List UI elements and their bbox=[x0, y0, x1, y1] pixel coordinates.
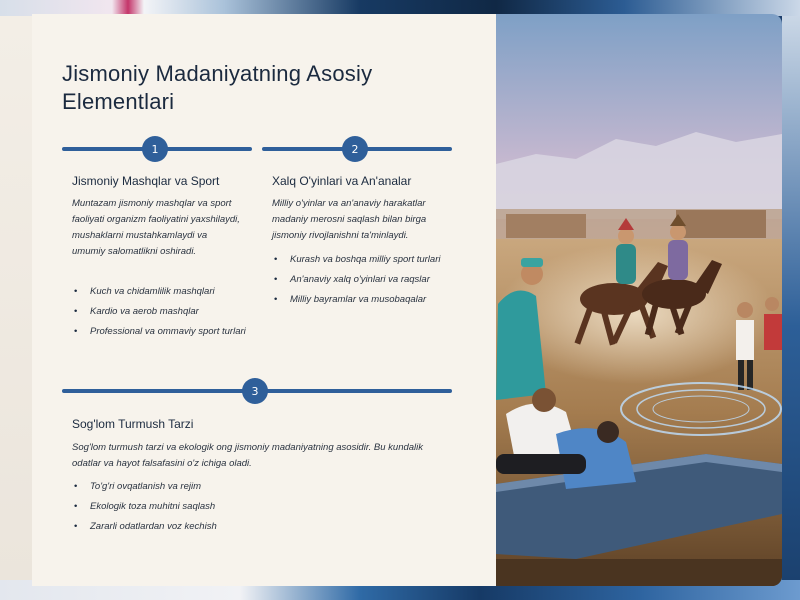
list-item: • An'anaviy xalq o'yinlari va raqslar bbox=[272, 272, 448, 288]
illustration-image bbox=[496, 14, 782, 586]
section-1-number-badge: 1 bbox=[142, 136, 168, 162]
section-2-number-badge: 2 bbox=[342, 136, 368, 162]
section-1-description: Muntazam jismoniy mashqlar va sport faoliyati organizm faoliyatini yaxshilaydi, mushaklarni mustahkamlaydi va umumiy salomatlikni oshiradi. bbox=[72, 198, 240, 257]
section-3-heading: Sog'lom Turmush Tarzi bbox=[72, 417, 194, 431]
list-item: • To'g'ri ovqatlanish va rejim bbox=[72, 479, 432, 495]
list-item: • Kurash va boshqa milliy sport turlari bbox=[272, 252, 448, 268]
section-1-heading: Jismoniy Mashqlar va Sport bbox=[72, 174, 220, 188]
list-item: • Professional va ommaviy sport turlari bbox=[72, 324, 250, 340]
sports-scene-illustration bbox=[496, 14, 782, 586]
section-2-description: Milliy o'yinlar va an'anaviy harakatlar madaniy merosni saqlash bilan birga jismoniy rivojlanishni ta'minlaydi. bbox=[272, 198, 427, 241]
section-2-list bbox=[272, 252, 448, 312]
list-item: • Ekologik toza muhitni saqlash bbox=[72, 499, 432, 515]
section-2-heading: Xalq O'yinlari va An'analar bbox=[272, 174, 412, 188]
background-right-strip bbox=[782, 16, 800, 580]
section-3-number-badge: 3 bbox=[242, 378, 268, 404]
section-1-list bbox=[72, 284, 250, 344]
list-item: • Milliy bayramlar va musobaqalar bbox=[272, 292, 448, 308]
section-3-description: Sog'lom turmush tarzi va ekologik ong jismoniy madaniyatning asosidir. Bu kundalik odatlar va hayot falsafasini o'z ichiga oladi. bbox=[72, 442, 424, 469]
list-item: • Kuch va chidamlilik mashqlari bbox=[72, 284, 250, 300]
background-left-strip bbox=[0, 16, 32, 580]
slide-title: Jismoniy Madaniyatning Asosiy Elementlari bbox=[62, 61, 373, 114]
list-item: • Kardio va aerob mashqlar bbox=[72, 304, 250, 320]
list-item: • Zararli odatlardan voz kechish bbox=[72, 519, 432, 535]
section-3-list bbox=[72, 479, 432, 539]
